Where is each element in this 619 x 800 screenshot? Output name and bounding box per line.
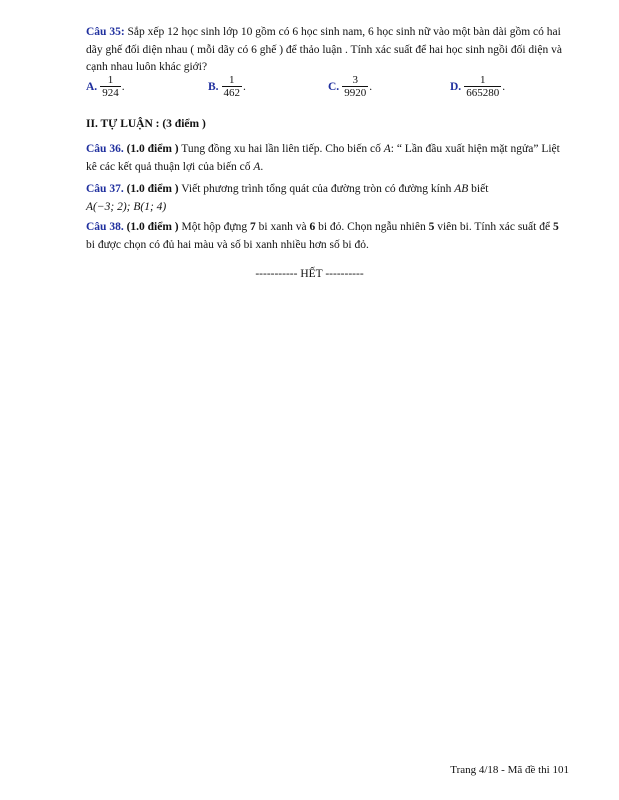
- question-37-points: (1.0 điểm ): [126, 183, 179, 195]
- choice-c-fraction: [342, 74, 368, 99]
- question-38: [86, 219, 570, 254]
- choice-c-denominator: 9920: [344, 87, 367, 99]
- question-36-text-3: .: [260, 160, 264, 173]
- question-36-text-2: : “ Lần đầu xuất hiện mặt ngửa” Liệt kê các kết quả thuận lợi của biến cố: [86, 143, 560, 173]
- question-38-text-3: bi đỏ. Chọn ngẫu nhiên: [315, 221, 429, 233]
- choice-a: [86, 74, 125, 99]
- choice-a-fraction: [100, 74, 121, 99]
- question-38-num-4: 5: [552, 221, 559, 233]
- choice-b: [208, 74, 246, 99]
- question-35-text: Sắp xếp 12 học sinh lớp 10 gồm có 6 học sinh nam, 6 học sinh nữ vào một bàn dài gồm có hai dãy ghế đối diện nhau ( mỗi dãy có 6 ghế ) để thảo luận . Tính xác suất để hai học sinh ngồi đối diện và cạnh nhau luôn khác giới?: [86, 26, 562, 73]
- question-38-text-4: viên bi. Tính xác suất để: [434, 221, 553, 233]
- choice-d-letter: D.: [450, 80, 462, 93]
- choice-b-letter: B.: [208, 80, 219, 93]
- choice-a-letter: A.: [86, 80, 98, 93]
- question-38-text-1: Một hộp đựng: [178, 221, 251, 233]
- choice-c-end: .: [369, 80, 373, 93]
- choice-d: [450, 74, 505, 99]
- question-37-var: AB: [454, 183, 469, 195]
- choice-b-end: .: [243, 80, 246, 93]
- question-36-label: Câu 36.: [86, 143, 124, 155]
- question-35: [86, 24, 570, 77]
- question-35-choices: [86, 74, 570, 104]
- question-37-text: Viết phương trình tổng quát của đường tròn có đường kính: [178, 183, 455, 195]
- question-38-num-2: 6: [309, 221, 316, 233]
- choice-c: [328, 74, 372, 99]
- choice-b-fraction: [222, 74, 243, 99]
- choice-a-end: .: [121, 80, 125, 93]
- question-37-points-text: A(−3; 2); B(1; 4): [86, 200, 167, 213]
- question-38-num-3: 5: [428, 221, 435, 233]
- question-36-var: A: [383, 143, 391, 155]
- choice-d-fraction: [464, 74, 501, 99]
- choice-a-numerator: 1: [107, 74, 114, 86]
- question-36: [86, 141, 570, 176]
- choice-c-numerator: 3: [352, 74, 358, 86]
- question-36-var-2: A: [253, 160, 261, 173]
- question-35-label: Câu 35:: [86, 26, 125, 38]
- question-38-num-1: 7: [250, 221, 256, 233]
- choice-d-numerator: 1: [479, 74, 486, 86]
- question-36-text-1: Tung đồng xu hai lần liên tiếp. Cho biến cố: [178, 143, 384, 155]
- page-footer: Trang 4/18 - Mã đề thi 101: [450, 764, 569, 776]
- question-37-text-2: biết: [468, 183, 489, 195]
- question-38-label: Câu 38.: [86, 221, 124, 233]
- question-36-points: (1.0 điểm ): [126, 143, 179, 155]
- question-38-text-2: bi xanh và: [255, 221, 310, 233]
- choice-b-numerator: 1: [229, 74, 235, 86]
- question-38-text-5: bi được chọn có đủ hai màu và số bi xanh nhiều hơn số bi đỏ.: [86, 238, 369, 251]
- choice-a-denominator: 924: [102, 87, 119, 99]
- question-37-label: Câu 37.: [86, 183, 124, 195]
- choice-b-denominator: 462: [223, 87, 241, 99]
- choice-d-denominator: 665280: [466, 87, 500, 99]
- choice-c-letter: C.: [328, 80, 340, 93]
- question-38-points: (1.0 điểm ): [126, 221, 179, 233]
- question-37: [86, 181, 570, 216]
- end-marker: ----------- HẾT ----------: [255, 268, 364, 280]
- choice-d-end: .: [502, 80, 506, 93]
- section-title: II. TỰ LUẬN : (3 điểm ): [86, 118, 206, 130]
